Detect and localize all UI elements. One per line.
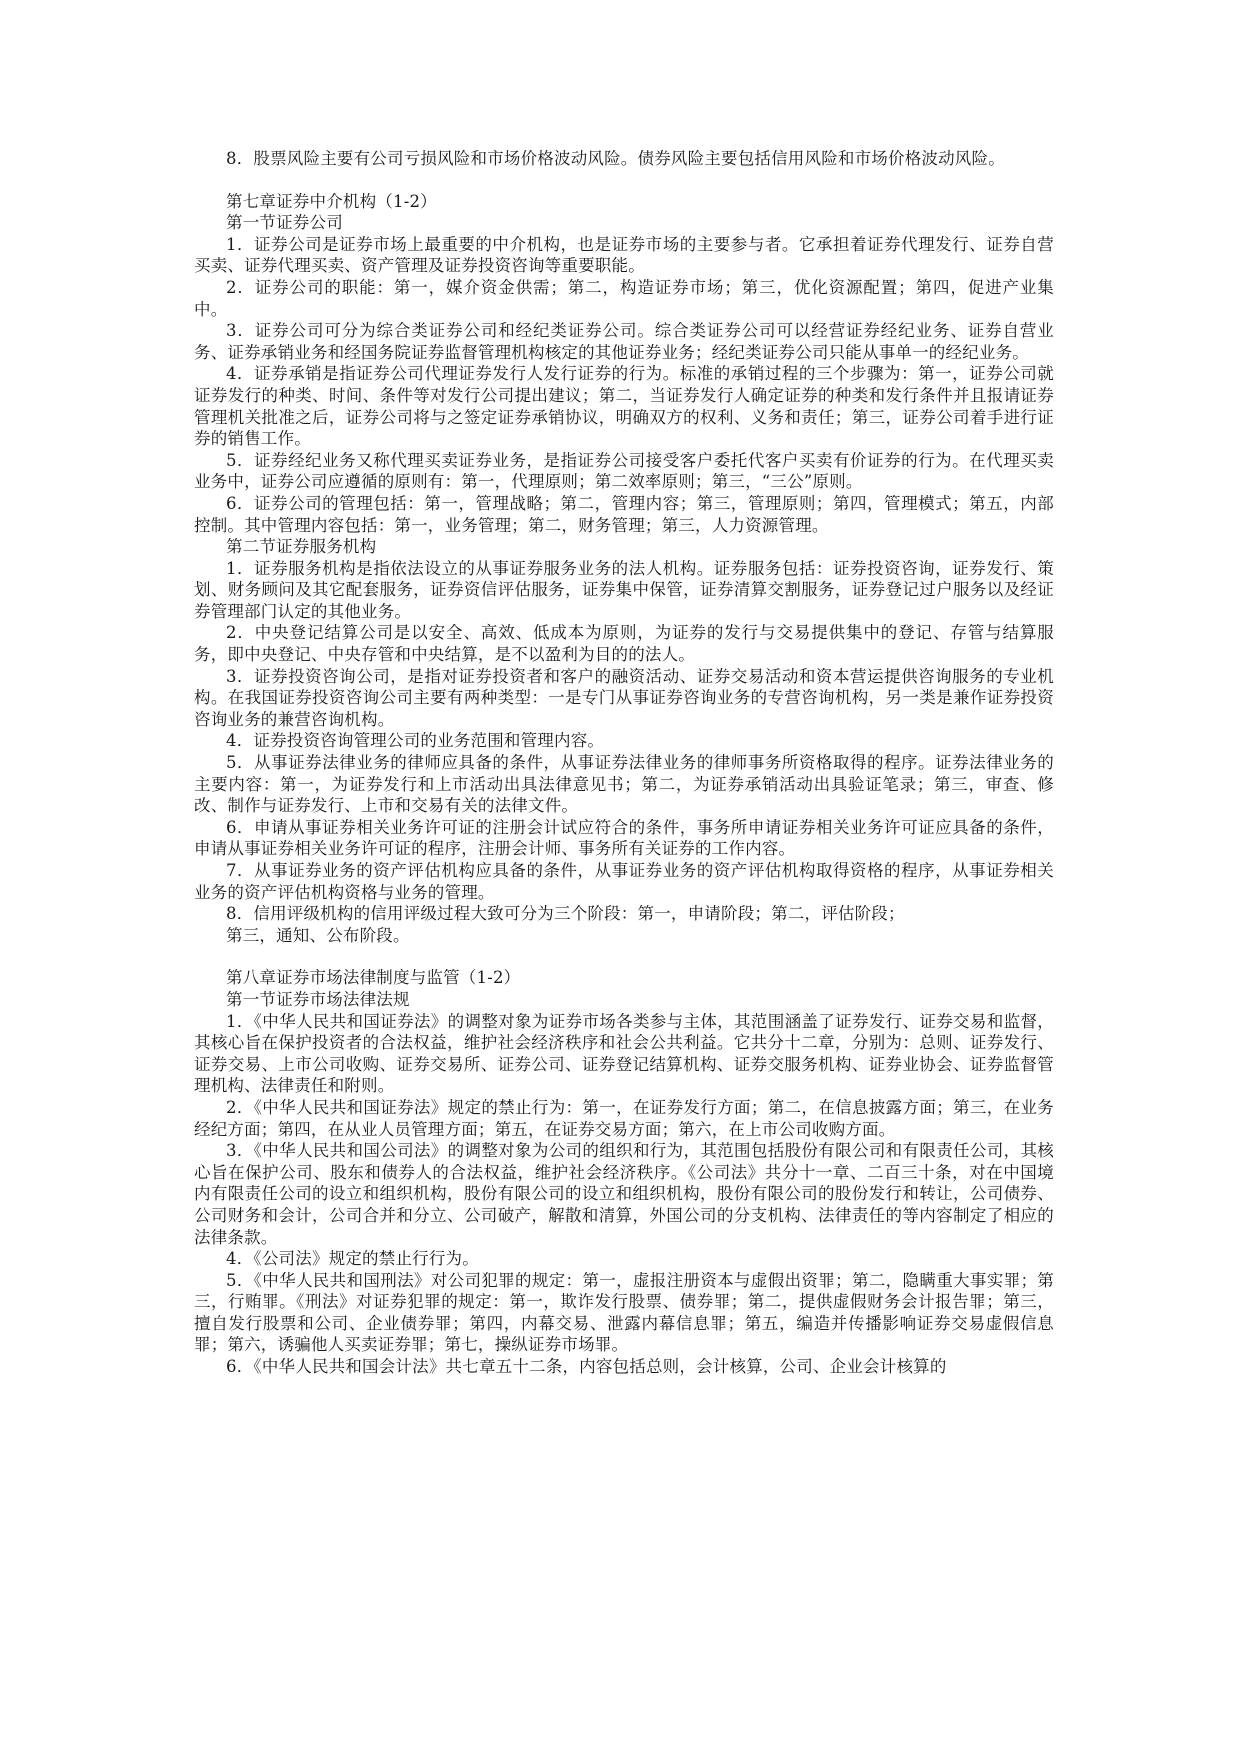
paragraph: 5．证券经纪业务又称代理买卖证券业务，是指证券公司接受客户委托代客户买卖有价证券的行为。在代理买卖业务中，证券公司应遵循的原则有：第一，代理原则；第二效率原则；第三，“三公”原则。: [194, 450, 1054, 492]
paragraph: 7．从事证券业务的资产评估机构应具备的条件，从事证券业务的资产评估机构取得资格的程序，从事证券相关业务的资产评估机构资格与业务的管理。: [194, 861, 1054, 902]
paragraph: 5．从事证券法律业务的律师应具备的条件，从事证券法律业务的律师事务所资格取得的程序。证券法律业务的主要内容：第一，为证券发行和上市活动出具法律意见书；第二，为证券承销活动出具验证笔录；第三，审查、修改、制作与证券发行、上市和交易有关的法律文件。: [194, 753, 1054, 816]
paragraph: 8．信用评级机构的信用评级过程大致可分为三个阶段：第一，申请阶段；第二，评估阶段；: [226, 904, 905, 924]
paragraph: 6．申请从事证券相关业务许可证的注册会计试应符合的条件，事务所申请证券相关业务许可证应具备的条件，申请从事证券相关业务许可证的程序，注册会计师、事务所有关证券的工作内容。: [194, 817, 1054, 859]
paragraph: 5．《中华人民共和国刑法》对公司犯罪的规定：第一，虚报注册资本与虚假出资罪；第二，隐瞒重大事实罪；第三，行贿罪。《刑法》对证券犯罪的规定：第一，欺诈发行股票、债券罪；第二，提供虚假财务会计报告罪；第三，擅自发行股票和公司、企业债券罪；第四，内幕交易、泄露内幕信息罪；第五，编造并传播影响证券交易虚假信息罪；第六，诱骗他人买卖证券罪；第七，操纵证券市场罪。: [194, 1270, 1054, 1355]
paragraph: 2．中央登记结算公司是以安全、高效、低成本为原则，为证券的发行与交易提供集中的登记、存管与结算服务，即中央登记、中央存管和中央结算，是不以盈利为目的的法人。: [194, 623, 1054, 665]
paragraph: 1．《中华人民共和国证券法》的调整对象为证券市场各类参与主体，其范围涵盖了证券发行、证券交易和监督，其核心旨在保护投资者的合法权益，维护社会经济秩序和社会公共利益。它共分十二章，分别为：总则、证券发行、证券交易、上市公司收购、证券交易所、证券公司、证券登记结算机构、证券交服务机构、证券业协会、证券监督管理机构、法律责任和附则。: [194, 1011, 1054, 1096]
paragraph: 第三，通知、公布阶段。: [226, 925, 410, 945]
chapter-7-section-2-title: 第二节证券服务机构: [226, 537, 377, 557]
paragraph: 4．《公司法》规定的禁止行行为。: [226, 1249, 479, 1269]
paragraph: 8．股票风险主要有公司亏损风险和市场价格波动风险。债券风险主要包括信用风险和市场价格波动风险。: [226, 149, 1005, 168]
paragraph: 1．证券公司是证券市场上最重要的中介机构，也是证券市场的主要参与者。它承担着证券代理发行、证券自营买卖、证券代理买卖、资产管理及证券投资咨询等重要职能。: [194, 234, 1054, 276]
chapter-7-title: 第七章证券中介机构（1-2）: [226, 191, 437, 211]
paragraph-gap: [194, 170, 1054, 191]
chapter-8-section-1-title: 第一节证券市场法律法规: [226, 989, 410, 1009]
paragraph-gap: [194, 946, 1054, 967]
paragraph: 6．证券公司的管理包括：第一，管理战略；第二，管理内容；第三，管理原则；第四，管理模式；第五，内部控制。其中管理内容包括：第一，业务管理；第二，财务管理；第三，人力资源管理。: [194, 493, 1054, 535]
paragraph: 1．证券服务机构是指依法设立的从事证券服务业务的法人机构。证券服务包括：证券投资咨询，证券发行、策划、财务顾问及其它配套服务，证券资信评估服务，证券集中保管，证券清算交割服务，证券登记过户服务以及经证券管理部门认定的其他业务。: [194, 558, 1054, 621]
paragraph: 6．《中华人民共和国会计法》共七章五十二条，内容包括总则，会计核算，公司、企业会计核算的: [226, 1357, 947, 1377]
paragraph: 3．证券公司可分为综合类证券公司和经纪类证券公司。综合类证券公司可以经营证券经纪业务、证券自营业务、证券承销业务和经国务院证券监督管理机构核定的其他证券业务；经纪类证券公司只能从事单一的经纪业务。: [194, 321, 1054, 362]
paragraph: 3．证券投资咨询公司，是指对证券投资者和客户的融资活动、证券交易活动和资本营运提供咨询服务的专业机构。在我国证券投资咨询公司主要有两种类型：一是专门从事证券咨询业务的专营咨询机构，另一类是兼作证券投资咨询业务的兼营咨询机构。: [194, 666, 1054, 729]
paragraph: 4．证券承销是指证券公司代理证券发行人发行证券的行为。标准的承销过程的三个步骤为：第一，证券公司就证券发行的种类、时间、条件等对发行公司提出建议；第二，当证券发行人确定证券的种类和发行条件并且报请证券管理机关批准之后，证券公司将与之签定证券承销协议，明确双方的权利、义务和责任；第三，证券公司着手进行证券的销售工作。: [194, 364, 1054, 449]
paragraph: 4．证券投资咨询管理公司的业务范围和管理内容。: [226, 731, 605, 751]
paragraph: 3．《中华人民共和国公司法》的调整对象为公司的组织和行为，其范围包括股份有限公司和有限责任公司，其核心旨在保护公司、股东和债券人的合法权益，维护社会经济秩序。《公司法》共分十一章、二百三十条，对在中国境内有限责任公司的设立和组织机构，股份有限公司的设立和组织机构，股份有限公司的股份发行和转让，公司债券、公司财务和会计，公司合并和分立、公司破产，解散和清算，外国公司的分支机构、法律责任的等内容制定了相应的法律条款。: [194, 1141, 1054, 1247]
paragraph: 2．证券公司的职能：第一，媒介资金供需；第二，构造证券市场；第三，优化资源配置；第四，促进产业集中。: [194, 277, 1054, 319]
document-page: [194, 148, 1054, 1378]
paragraph: 2．《中华人民共和国证券法》规定的禁止行为：第一，在证券发行方面；第二，在信息披露方面；第三，在业务经纪方面；第四，在从业人员管理方面；第五，在证券交易方面；第六，在上市公司收购方面。: [194, 1097, 1054, 1139]
chapter-8-title: 第八章证券市场法律制度与监管（1-2）: [226, 968, 521, 988]
chapter-7-section-1-title: 第一节证券公司: [226, 213, 343, 233]
